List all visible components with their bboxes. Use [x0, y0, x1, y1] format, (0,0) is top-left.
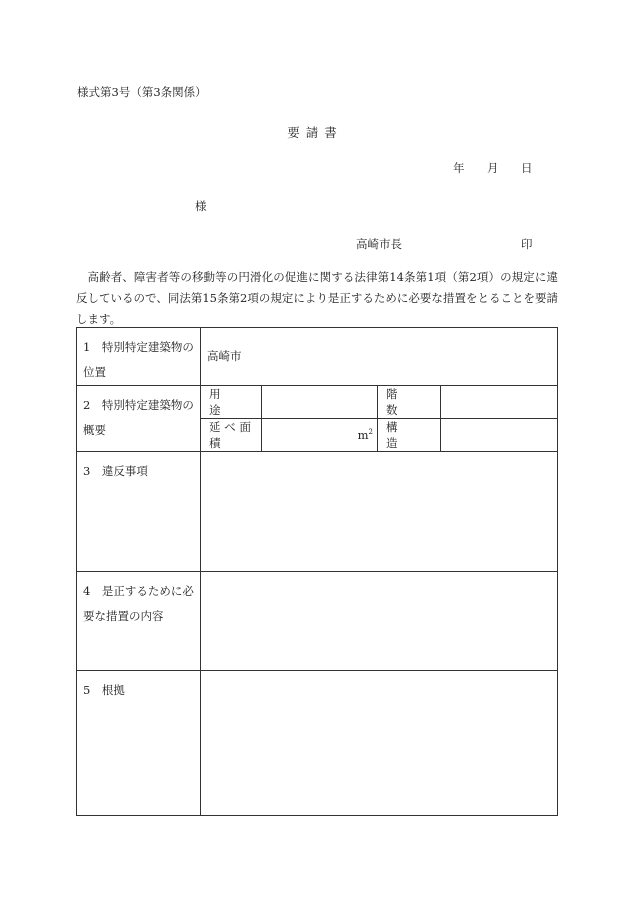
- area-label: 延べ面積: [201, 419, 262, 452]
- measures-label: 4 是正するために必要な措置の内容: [77, 572, 201, 671]
- use-value[interactable]: [262, 386, 378, 419]
- structure-label: 構 造: [378, 419, 441, 452]
- location-value[interactable]: 高崎市: [201, 328, 558, 386]
- date-day-label: 日: [521, 161, 533, 175]
- addressee-suffix: 様: [195, 199, 207, 213]
- request-body-text: 高齢者、障害者等の移動等の円滑化の促進に関する法律第14条第1項（第2項）の規定に違反しているので、同法第15条第2項の規定により是正するために必要な措置をとることを要請します。: [76, 270, 558, 326]
- area-unit-superscript: 2: [368, 428, 373, 437]
- row-violation: [77, 452, 558, 572]
- measures-value[interactable]: [201, 572, 558, 671]
- issuer-name: 高崎市長: [356, 237, 402, 251]
- row-overview-1: [77, 386, 558, 419]
- basis-value[interactable]: [201, 671, 558, 816]
- use-label: 用 途: [201, 386, 262, 419]
- form-reference: 様式第3号（第3条関係）: [77, 85, 207, 99]
- floors-label: 階 数: [378, 386, 441, 419]
- structure-value[interactable]: [441, 419, 558, 452]
- basis-label: 5 根拠: [77, 671, 201, 816]
- document-title: 要請書: [287, 125, 343, 140]
- request-form-table: [76, 327, 558, 816]
- date-year-label: 年: [453, 161, 465, 175]
- overview-label: 2 特別特定建築物の概要: [77, 386, 201, 452]
- row-measures: [77, 572, 558, 671]
- row-location: [77, 328, 558, 386]
- row-basis: [77, 671, 558, 816]
- location-label: 1 特別特定建築物の位置: [77, 328, 201, 386]
- floors-value[interactable]: [441, 386, 558, 419]
- date-month-label: 月: [487, 161, 499, 175]
- area-value[interactable]: [262, 419, 378, 452]
- violation-value[interactable]: [201, 452, 558, 572]
- area-unit: m: [357, 428, 369, 442]
- violation-label: 3 違反事項: [77, 452, 201, 572]
- seal-mark: 印: [521, 237, 533, 251]
